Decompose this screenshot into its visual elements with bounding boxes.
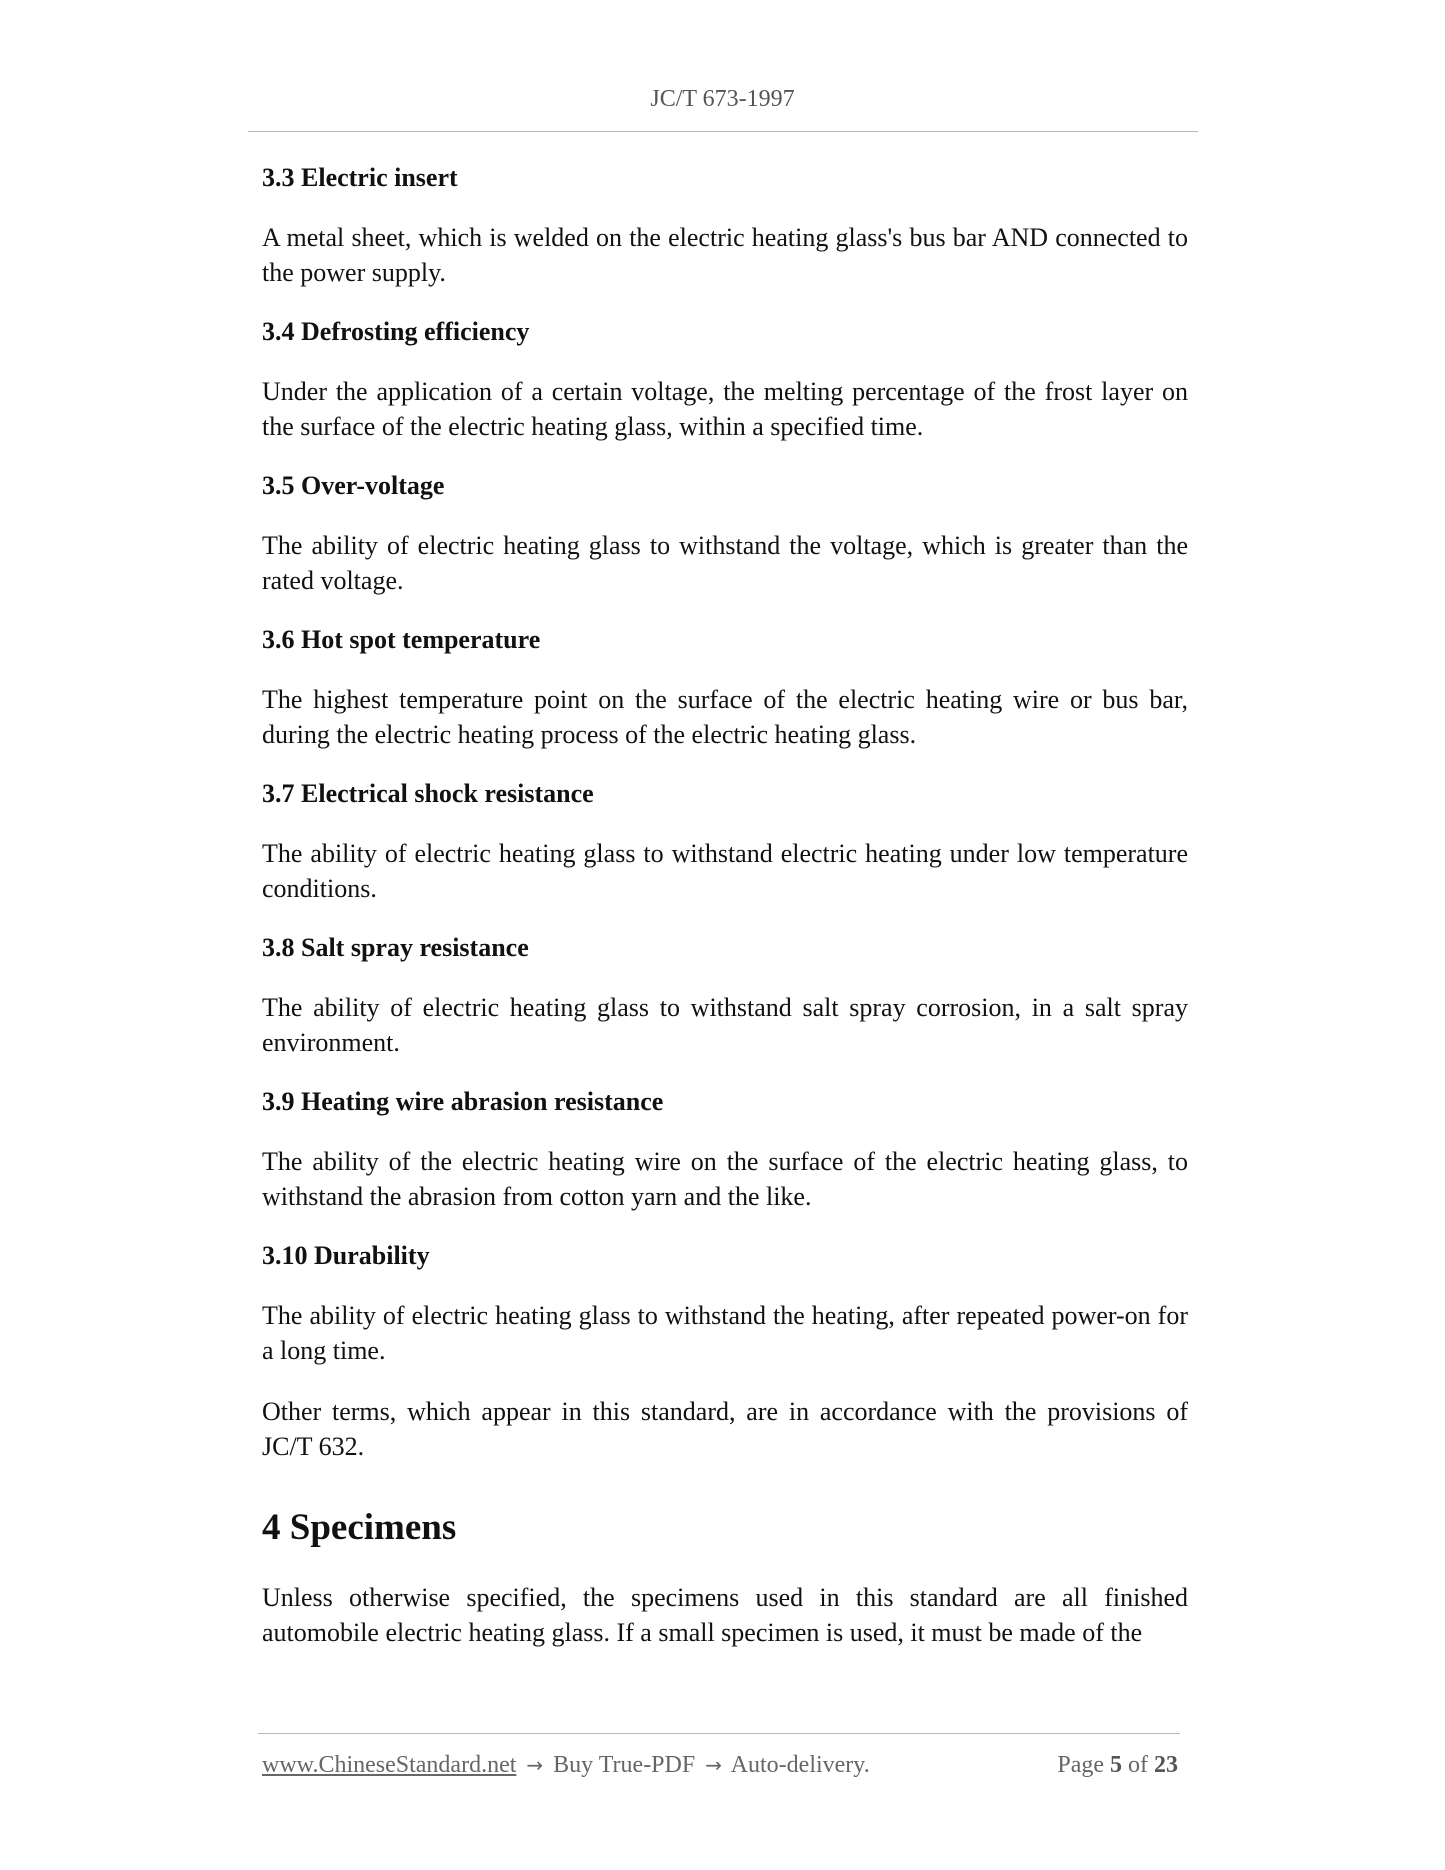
current-page-number: 5 bbox=[1110, 1752, 1122, 1778]
term-definition: The ability of electric heating glass to withstand the heating, after repeated power-on for a long time. bbox=[262, 1301, 1188, 1365]
total-pages-number: 23 bbox=[1154, 1752, 1178, 1778]
page-label: Page bbox=[1057, 1752, 1104, 1778]
of-label: of bbox=[1128, 1752, 1148, 1778]
section-4-heading: 4 Specimens bbox=[262, 1507, 457, 1548]
arrow-right-icon: → bbox=[705, 1753, 722, 1777]
term-heading: 3.3 Electric insert bbox=[262, 163, 458, 192]
document-code-header: JC/T 673-1997 bbox=[650, 86, 795, 112]
term-3-5 bbox=[262, 470, 1188, 598]
term-heading: 3.7 Electrical shock resistance bbox=[262, 779, 594, 808]
term-heading: 3.8 Salt spray resistance bbox=[262, 933, 529, 962]
section-4-paragraph: Unless otherwise specified, the specimens used in this standard are all finished automobile electric heating glass. If a small specimen is used, it must be made of the bbox=[262, 1583, 1188, 1647]
term-3-7 bbox=[262, 778, 1188, 906]
term-3-10 bbox=[262, 1240, 1188, 1368]
term-heading: 3.6 Hot spot temperature bbox=[262, 625, 541, 654]
buy-pdf-text: Buy True-PDF bbox=[553, 1752, 696, 1778]
term-heading: 3.9 Heating wire abrasion resistance bbox=[262, 1087, 664, 1116]
term-definition: A metal sheet, which is welded on the electric heating glass's bus bar AND connected to the power supply. bbox=[262, 223, 1188, 287]
document-body bbox=[262, 162, 1188, 1676]
term-3-4 bbox=[262, 316, 1188, 444]
footer-left bbox=[262, 1752, 870, 1779]
website-link[interactable]: www.ChineseStandard.net bbox=[262, 1752, 517, 1778]
header-divider bbox=[248, 131, 1198, 132]
term-definition: The ability of electric heating glass to withstand the voltage, which is greater than the rated voltage. bbox=[262, 531, 1188, 595]
term-3-6 bbox=[262, 624, 1188, 752]
arrow-right-icon: → bbox=[526, 1753, 544, 1777]
term-definition: The highest temperature point on the surface of the electric heating wire or bus bar, during the electric heating process of the electric heating glass. bbox=[262, 685, 1188, 749]
term-definition: The ability of electric heating glass to withstand salt spray corrosion, in a salt spray environment. bbox=[262, 993, 1188, 1057]
term-definition: Under the application of a certain voltage, the melting percentage of the frost layer on the surface of the electric heating glass, within a specified time. bbox=[262, 377, 1188, 441]
auto-delivery-text: Auto-delivery. bbox=[730, 1752, 870, 1778]
term-3-3 bbox=[262, 162, 1188, 290]
term-heading: 3.5 Over-voltage bbox=[262, 471, 445, 500]
term-heading: 3.10 Durability bbox=[262, 1241, 430, 1270]
page-indicator bbox=[1057, 1752, 1178, 1779]
term-3-8 bbox=[262, 932, 1188, 1060]
term-3-9 bbox=[262, 1086, 1188, 1214]
term-definition: The ability of the electric heating wire on the surface of the electric heating glass, to withstand the abrasion from cotton yarn and the like. bbox=[262, 1147, 1188, 1211]
term-heading: 3.4 Defrosting efficiency bbox=[262, 317, 530, 346]
other-terms-paragraph: Other terms, which appear in this standard, are in accordance with the provisions of JC/T 632. bbox=[262, 1397, 1188, 1461]
page-footer bbox=[262, 1752, 1178, 1779]
footer-divider bbox=[258, 1733, 1180, 1734]
term-definition: The ability of electric heating glass to withstand electric heating under low temperature conditions. bbox=[262, 839, 1188, 903]
